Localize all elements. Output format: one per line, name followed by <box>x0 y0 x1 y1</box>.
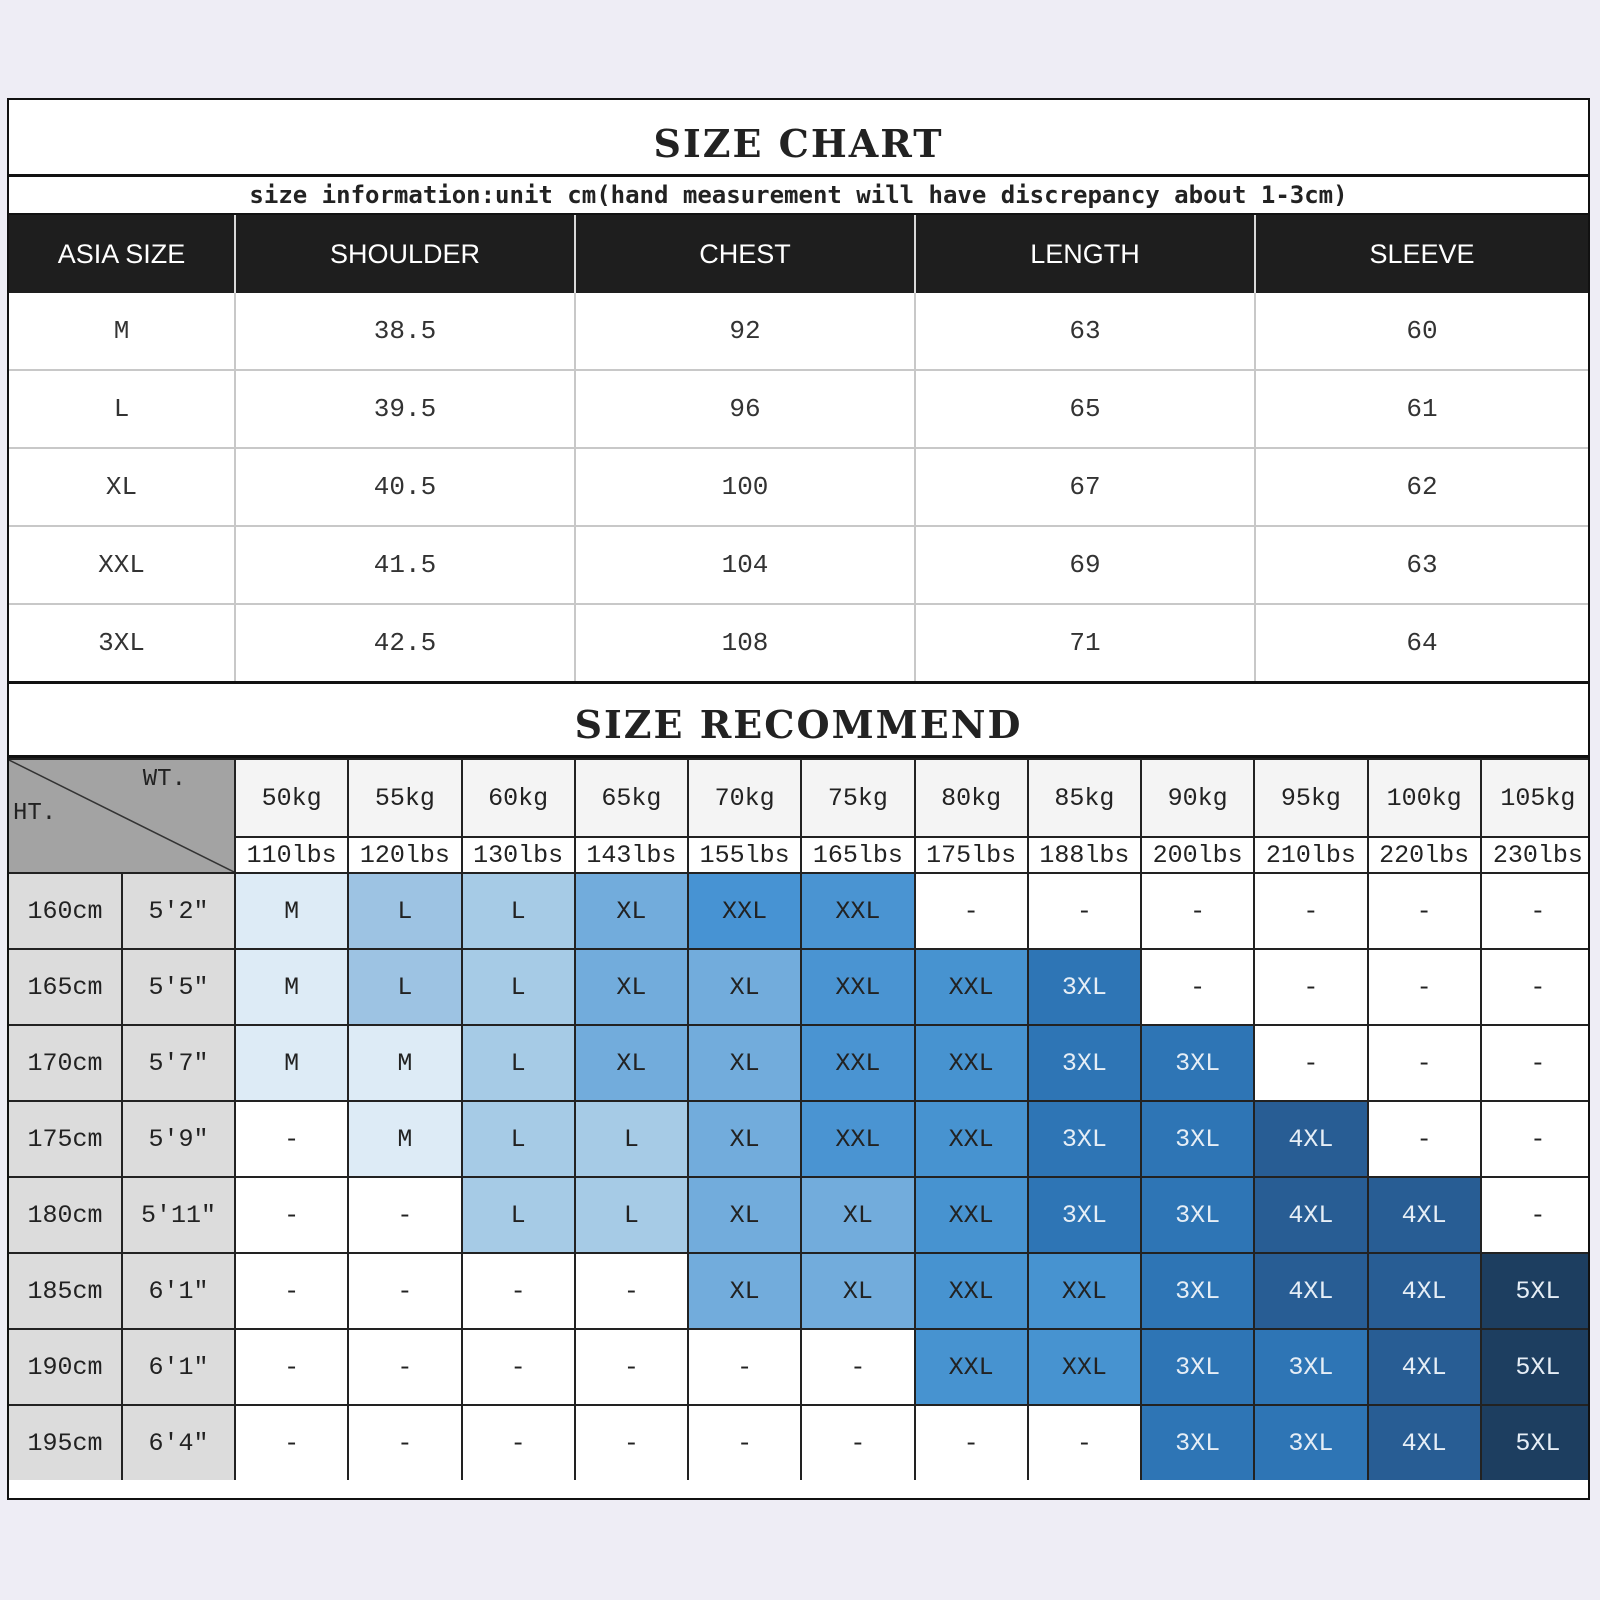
recommend-cell: L <box>462 949 575 1025</box>
table-row <box>9 949 1590 1025</box>
recommend-cell: 3XL <box>1141 1329 1254 1405</box>
recommend-cell: L <box>462 1101 575 1177</box>
recommend-cell: 4XL <box>1254 1101 1367 1177</box>
height-ft-cell: 5'7" <box>122 1025 235 1101</box>
weight-kg-header: 90kg <box>1141 759 1254 837</box>
recommend-cell: - <box>462 1253 575 1329</box>
header-sleeve: SLEEVE <box>1255 215 1588 293</box>
recommend-cell: - <box>1481 1101 1590 1177</box>
recommend-cell: 3XL <box>1141 1101 1254 1177</box>
size-recommend-table <box>9 758 1590 1480</box>
recommend-cell: XXL <box>915 1253 1028 1329</box>
recommend-cell: L <box>462 1177 575 1253</box>
recommend-cell: XL <box>688 949 801 1025</box>
recommend-cell: XXL <box>688 873 801 949</box>
height-cm-cell: 195cm <box>9 1405 122 1480</box>
cell-size: XL <box>9 448 235 526</box>
header-shoulder: SHOULDER <box>235 215 575 293</box>
size-chart-header-row <box>9 215 1588 293</box>
weight-lbs-row <box>9 837 1590 873</box>
table-row <box>9 370 1588 448</box>
height-ft-cell: 6'1" <box>122 1253 235 1329</box>
recommend-cell: 3XL <box>1141 1253 1254 1329</box>
recommend-cell: 3XL <box>1028 1101 1141 1177</box>
recommend-cell: - <box>348 1177 461 1253</box>
recommend-cell: XXL <box>915 1329 1028 1405</box>
weight-lbs-header: 200lbs <box>1141 837 1254 873</box>
recommend-cell: - <box>1254 949 1367 1025</box>
recommend-cell: - <box>1141 949 1254 1025</box>
recommend-cell: XXL <box>915 1101 1028 1177</box>
weight-lbs-header: 110lbs <box>235 837 348 873</box>
recommend-cell: - <box>575 1405 688 1480</box>
recommend-cell: L <box>575 1177 688 1253</box>
weight-lbs-header: 220lbs <box>1368 837 1481 873</box>
recommend-cell: - <box>462 1329 575 1405</box>
cell-length: 71 <box>915 604 1255 683</box>
recommend-cell: XL <box>688 1177 801 1253</box>
size-chart-sheet <box>7 98 1590 1500</box>
recommend-cell: XXL <box>915 949 1028 1025</box>
weight-lbs-header: 143lbs <box>575 837 688 873</box>
height-cm-cell: 180cm <box>9 1177 122 1253</box>
recommend-cell: - <box>1481 949 1590 1025</box>
recommend-cell: 5XL <box>1481 1329 1590 1405</box>
table-row <box>9 1329 1590 1405</box>
table-row <box>9 873 1590 949</box>
header-asia-size: ASIA SIZE <box>9 215 235 293</box>
header-chest: CHEST <box>575 215 915 293</box>
header-length: LENGTH <box>915 215 1255 293</box>
cell-size: XXL <box>9 526 235 604</box>
recommend-cell: 3XL <box>1254 1329 1367 1405</box>
recommend-cell: 3XL <box>1141 1405 1254 1480</box>
recommend-cell: 3XL <box>1028 1177 1141 1253</box>
weight-kg-header: 80kg <box>915 759 1028 837</box>
recommend-cell: XXL <box>801 1101 914 1177</box>
height-cm-cell: 170cm <box>9 1025 122 1101</box>
size-chart-subtitle: size information:unit cm(hand measurement will have discrepancy about 1-3cm) <box>9 177 1588 215</box>
cell-sleeve: 64 <box>1255 604 1588 683</box>
recommend-cell: - <box>348 1253 461 1329</box>
recommend-cell: M <box>235 949 348 1025</box>
weight-lbs-header: 165lbs <box>801 837 914 873</box>
weight-kg-header: 60kg <box>462 759 575 837</box>
cell-shoulder: 38.5 <box>235 293 575 370</box>
weight-kg-header: 100kg <box>1368 759 1481 837</box>
height-ft-cell: 5'9" <box>122 1101 235 1177</box>
recommend-cell: 3XL <box>1028 949 1141 1025</box>
recommend-cell: - <box>1368 949 1481 1025</box>
cell-chest: 92 <box>575 293 915 370</box>
recommend-cell: - <box>1481 1025 1590 1101</box>
recommend-cell: - <box>801 1329 914 1405</box>
recommend-cell: 4XL <box>1368 1329 1481 1405</box>
weight-kg-header: 75kg <box>801 759 914 837</box>
cell-chest: 100 <box>575 448 915 526</box>
table-row <box>9 1025 1590 1101</box>
height-cm-cell: 185cm <box>9 1253 122 1329</box>
recommend-cell: XL <box>801 1253 914 1329</box>
height-cm-cell: 160cm <box>9 873 122 949</box>
recommend-cell: M <box>235 873 348 949</box>
cell-length: 69 <box>915 526 1255 604</box>
height-cm-cell: 175cm <box>9 1101 122 1177</box>
recommend-cell: - <box>235 1101 348 1177</box>
recommend-cell: 3XL <box>1141 1177 1254 1253</box>
recommend-cell: XXL <box>1028 1253 1141 1329</box>
recommend-cell: XXL <box>915 1025 1028 1101</box>
table-row <box>9 604 1588 683</box>
recommend-cell: L <box>462 1025 575 1101</box>
recommend-cell: M <box>348 1101 461 1177</box>
recommend-cell: M <box>235 1025 348 1101</box>
recommend-cell: XXL <box>801 949 914 1025</box>
height-ft-cell: 6'4" <box>122 1405 235 1480</box>
recommend-cell: XL <box>575 873 688 949</box>
cell-sleeve: 62 <box>1255 448 1588 526</box>
cell-size: L <box>9 370 235 448</box>
recommend-cell: XXL <box>801 1025 914 1101</box>
size-chart-title: SIZE CHART <box>9 100 1588 177</box>
weight-lbs-header: 120lbs <box>348 837 461 873</box>
height-ft-cell: 5'2" <box>122 873 235 949</box>
recommend-cell: - <box>1028 1405 1141 1480</box>
recommend-cell: - <box>1141 873 1254 949</box>
recommend-cell: - <box>1368 873 1481 949</box>
recommend-cell: - <box>235 1405 348 1480</box>
weight-kg-header: 70kg <box>688 759 801 837</box>
weight-kg-header: 85kg <box>1028 759 1141 837</box>
cell-shoulder: 41.5 <box>235 526 575 604</box>
recommend-cell: XL <box>801 1177 914 1253</box>
height-ft-cell: 5'5" <box>122 949 235 1025</box>
recommend-cell: - <box>915 873 1028 949</box>
recommend-cell: XXL <box>915 1177 1028 1253</box>
table-row <box>9 293 1588 370</box>
cell-length: 67 <box>915 448 1255 526</box>
height-cm-cell: 165cm <box>9 949 122 1025</box>
weight-kg-header: 50kg <box>235 759 348 837</box>
size-chart-table <box>9 215 1588 684</box>
recommend-cell: - <box>575 1329 688 1405</box>
table-row <box>9 448 1588 526</box>
recommend-cell: XL <box>688 1025 801 1101</box>
recommend-cell: - <box>1254 873 1367 949</box>
recommend-cell: - <box>235 1329 348 1405</box>
cell-sleeve: 60 <box>1255 293 1588 370</box>
table-row <box>9 1405 1590 1480</box>
recommend-cell: - <box>1481 1177 1590 1253</box>
recommend-cell: 4XL <box>1368 1253 1481 1329</box>
recommend-cell: - <box>1254 1025 1367 1101</box>
corner-height-label: HT. <box>13 800 57 827</box>
weight-lbs-header: 155lbs <box>688 837 801 873</box>
recommend-cell: - <box>1481 873 1590 949</box>
weight-lbs-header: 188lbs <box>1028 837 1141 873</box>
recommend-cell: M <box>348 1025 461 1101</box>
table-row <box>9 526 1588 604</box>
weight-lbs-header: 210lbs <box>1254 837 1367 873</box>
recommend-cell: 4XL <box>1254 1177 1367 1253</box>
cell-size: M <box>113 316 130 346</box>
recommend-cell: - <box>348 1329 461 1405</box>
cell-sleeve: 63 <box>1255 526 1588 604</box>
recommend-cell: - <box>688 1405 801 1480</box>
recommend-cell: L <box>348 949 461 1025</box>
cell-shoulder: 42.5 <box>235 604 575 683</box>
cell-length: 63 <box>915 293 1255 370</box>
recommend-cell: XL <box>688 1253 801 1329</box>
recommend-cell: 4XL <box>1368 1177 1481 1253</box>
recommend-cell: - <box>575 1253 688 1329</box>
recommend-cell: XL <box>688 1101 801 1177</box>
recommend-cell: - <box>235 1177 348 1253</box>
weight-kg-header: 55kg <box>348 759 461 837</box>
size-recommend-title: SIZE RECOMMEND <box>9 684 1588 758</box>
weight-kg-row <box>9 759 1590 837</box>
weight-lbs-header: 130lbs <box>462 837 575 873</box>
cell-size: 3XL <box>9 604 235 683</box>
weight-kg-header: 95kg <box>1254 759 1367 837</box>
recommend-cell: 5XL <box>1481 1253 1590 1329</box>
recommend-cell: - <box>1368 1025 1481 1101</box>
recommend-cell: - <box>235 1253 348 1329</box>
table-row <box>9 1253 1590 1329</box>
recommend-cell: XL <box>575 949 688 1025</box>
cell-length: 65 <box>915 370 1255 448</box>
cell-sleeve: 61 <box>1255 370 1588 448</box>
weight-kg-header: 105kg <box>1481 759 1590 837</box>
recommend-cell: L <box>575 1101 688 1177</box>
recommend-cell: 3XL <box>1254 1405 1367 1480</box>
weight-lbs-header: 175lbs <box>915 837 1028 873</box>
recommend-cell: - <box>462 1405 575 1480</box>
recommend-cell: 3XL <box>1028 1025 1141 1101</box>
recommend-cell: L <box>348 873 461 949</box>
corner-header <box>9 759 235 873</box>
recommend-cell: - <box>348 1405 461 1480</box>
recommend-cell: XL <box>575 1025 688 1101</box>
recommend-cell: 4XL <box>1368 1405 1481 1480</box>
recommend-cell: 5XL <box>1481 1405 1590 1480</box>
corner-weight-label: WT. <box>142 766 186 793</box>
height-ft-cell: 5'11" <box>122 1177 235 1253</box>
recommend-cell: XXL <box>801 873 914 949</box>
cell-chest: 104 <box>575 526 915 604</box>
recommend-cell: L <box>462 873 575 949</box>
weight-kg-header: 65kg <box>575 759 688 837</box>
table-row <box>9 1101 1590 1177</box>
height-cm-cell: 190cm <box>9 1329 122 1405</box>
recommend-cell: 4XL <box>1254 1253 1367 1329</box>
cell-chest: 96 <box>575 370 915 448</box>
height-ft-cell: 6'1" <box>122 1329 235 1405</box>
weight-lbs-header: 230lbs <box>1481 837 1590 873</box>
cell-shoulder: 39.5 <box>235 370 575 448</box>
recommend-cell: - <box>688 1329 801 1405</box>
recommend-cell: 3XL <box>1141 1025 1254 1101</box>
recommend-cell: - <box>1028 873 1141 949</box>
cell-shoulder: 40.5 <box>235 448 575 526</box>
recommend-cell: - <box>801 1405 914 1480</box>
table-row <box>9 1177 1590 1253</box>
recommend-cell: - <box>1368 1101 1481 1177</box>
cell-chest: 108 <box>575 604 915 683</box>
recommend-cell: - <box>915 1405 1028 1480</box>
recommend-cell: XXL <box>1028 1329 1141 1405</box>
